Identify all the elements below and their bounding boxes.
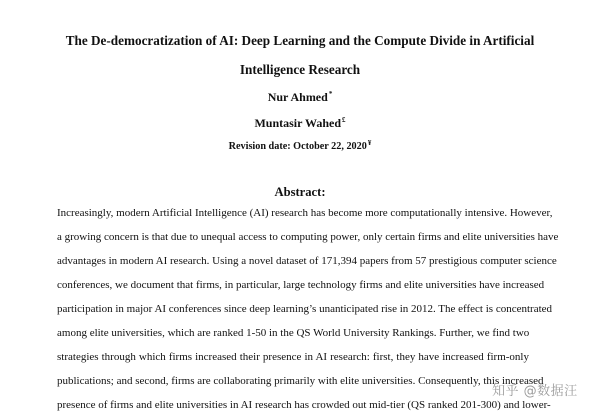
author-muntasir-wahed [0, 116, 600, 131]
author-nur-ahmed [0, 90, 600, 105]
abstract-line: publications; and second, firms are collaborating primarily with elite universities. Consequently, this increased [57, 375, 544, 387]
revision-date [0, 138, 600, 152]
abstract-line: participation in major AI conferences since deep learning’s unanticipated rise in 2012. The effect is concentrated [57, 303, 553, 315]
abstract-line: advantages in modern AI research. Using a novel dataset of 171,394 papers from 57 prestigious computer science [57, 255, 557, 267]
abstract-line: conferences, we document that firms, in particular, large technology firms and elite universities have increased [57, 279, 545, 291]
abstract-line: a growing concern is that due to unequal access to computing power, only certain firms and elite universities have [57, 231, 559, 243]
abstract-line: among elite universities, which are ranked 1-50 in the QS World University Rankings. Further, we find two [57, 327, 530, 339]
paper-title-line-1: The De-democratization of AI: Deep Learning and the Compute Divide in Artificial [65, 33, 535, 48]
author-footnote-mark: * [328, 90, 333, 98]
zhihu-watermark: 知乎 @数据汪 [492, 384, 578, 399]
paper-title-line-2: Intelligence Research [239, 62, 361, 77]
author-name: Nur Ahmed [267, 90, 328, 104]
revision-footnote-mark: ¥ [367, 138, 372, 147]
author-name: Muntasir Wahed [254, 116, 342, 130]
abstract-line: presence of firms and elite universities in AI research has crowded out mid-tier (QS ranked 201-300) and lower- [57, 399, 551, 411]
author-footnote-mark: £ [342, 116, 346, 124]
abstract-line: Increasingly, modern Artificial Intelligence (AI) research has become more computationally intensive. However, [57, 207, 553, 219]
abstract-heading: Abstract: [274, 185, 326, 199]
revision-date-text: Revision date: October 22, 2020 [228, 141, 367, 152]
abstract-line: strategies through which firms increased their presence in AI research: first, they have increased firm-only [57, 351, 529, 363]
